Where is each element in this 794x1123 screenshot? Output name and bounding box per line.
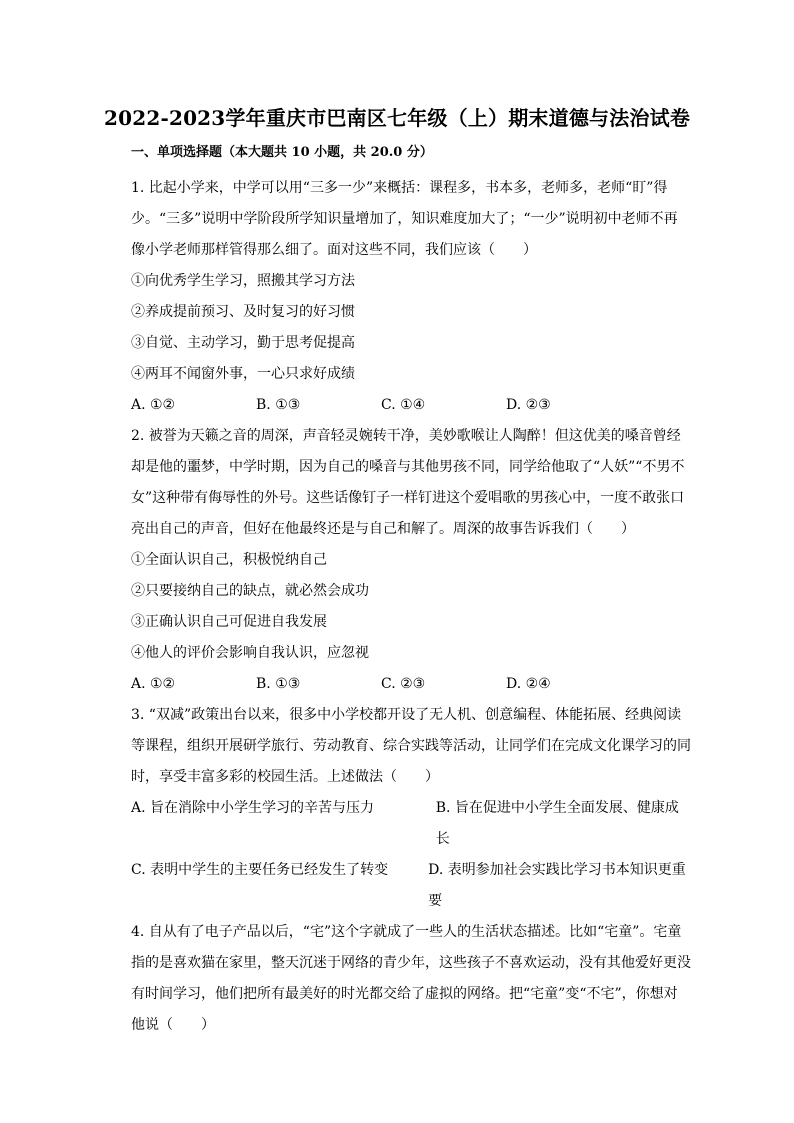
questions-content	[131, 173, 691, 1041]
question-2-item-3: ③正确认识自己可促进自我发展	[131, 614, 327, 630]
question-3-options-row-2	[131, 855, 691, 917]
question-2-option-c: C. ②③	[381, 676, 426, 692]
question-1-option-a: A. ①②	[131, 397, 176, 413]
question-2-stem: 2. 被誉为天籁之音的周深，声音轻灵婉转干净，美妙歌喉让人陶醉！但这优美的嗓音曾经却是他的噩梦，中学时期，因为自己的嗓音与其他男孩不同，同学给他取了“人妖”“不男不女”这种带有侮辱性的外号。这些话像钉子一样钉进这个爱唱歌的男孩心中，一度不敢张口亮出自己的声音，但好在他最终还是与自己和解了。周深的故事告诉我们（ ）	[131, 428, 685, 537]
question-1-options	[131, 390, 691, 421]
question-1-stem: 1. 比起小学来，中学可以用“三多一少”来概括：课程多，书本多，老师多，老师“盯”得少。“三多”说明中学阶段所学知识量增加了，知识难度加大了；“一少”说明初中老师不再像小学老师那样管得那么细了。面对这些不同，我们应该（ ）	[131, 180, 678, 258]
question-1-item-1: ①向优秀学生学习，照搬其学习方法	[131, 273, 355, 289]
question-3-option-a: A. 旨在消除中小学生学习的辛苦与压力	[131, 800, 375, 816]
question-2-options	[131, 669, 691, 700]
question-2-option-d: D. ②④	[506, 676, 551, 692]
page-title: 2022-2023学年重庆市巴南区七年级（上）期末道德与法治试卷	[103, 106, 691, 130]
question-3-option-b: B. 旨在促进中小学生全面发展、健康成长	[435, 800, 679, 847]
question-1-option-b: B. ①③	[256, 397, 301, 413]
question-2-item-4: ④他人的评价会影响自我认识，应忽视	[131, 645, 369, 661]
question-1-option-d: D. ②③	[506, 397, 551, 413]
question-1-item-3: ③自觉、主动学习，勤于思考促提高	[131, 335, 355, 351]
question-3-option-d: D. 表明参加社会实践比学习书本知识更重要	[428, 862, 686, 909]
question-4-stem: 4. 自从有了电子产品以后，“宅”这个字就成了一些人的生活状态描述。比如“宅童”。宅童指的是喜欢猫在家里，整天沉迷于网络的青少年，这些孩子不喜欢运动，没有其他爱好更没有时间学习，他们把所有最美好的时光都交给了虚拟的网络。把“宅童”变“不宅”，你想对他说（ ）	[131, 924, 691, 1033]
question-2-item-1: ①全面认识自己，积极悦纳自己	[131, 552, 327, 568]
question-1-item-4: ④两耳不闻窗外事，一心只求好成绩	[131, 366, 355, 382]
question-1-item-2: ②养成提前预习、及时复习的好习惯	[131, 304, 355, 320]
question-1-option-c: C. ①④	[381, 397, 426, 413]
section-heading: 一、单项选择题（本大题共 10 小题，共 20.0 分）	[131, 145, 433, 160]
question-3-option-c: C. 表明中学生的主要任务已经发生了转变	[131, 862, 389, 878]
question-2-option-b: B. ①③	[256, 676, 301, 692]
question-2-item-2: ②只要接纳自己的缺点，就必然会成功	[131, 583, 369, 599]
question-3-stem: 3. “双减”政策出台以来，很多中小学校都开设了无人机、创意编程、体能拓展、经典阅读等课程，组织开展研学旅行、劳动教育、综合实践等活动，让同学们在完成文化课学习的同时，享受丰富多彩的校园生活。上述做法（ ）	[131, 707, 691, 785]
question-2-option-a: A. ①②	[131, 676, 176, 692]
question-3-options-row-1	[131, 793, 691, 855]
